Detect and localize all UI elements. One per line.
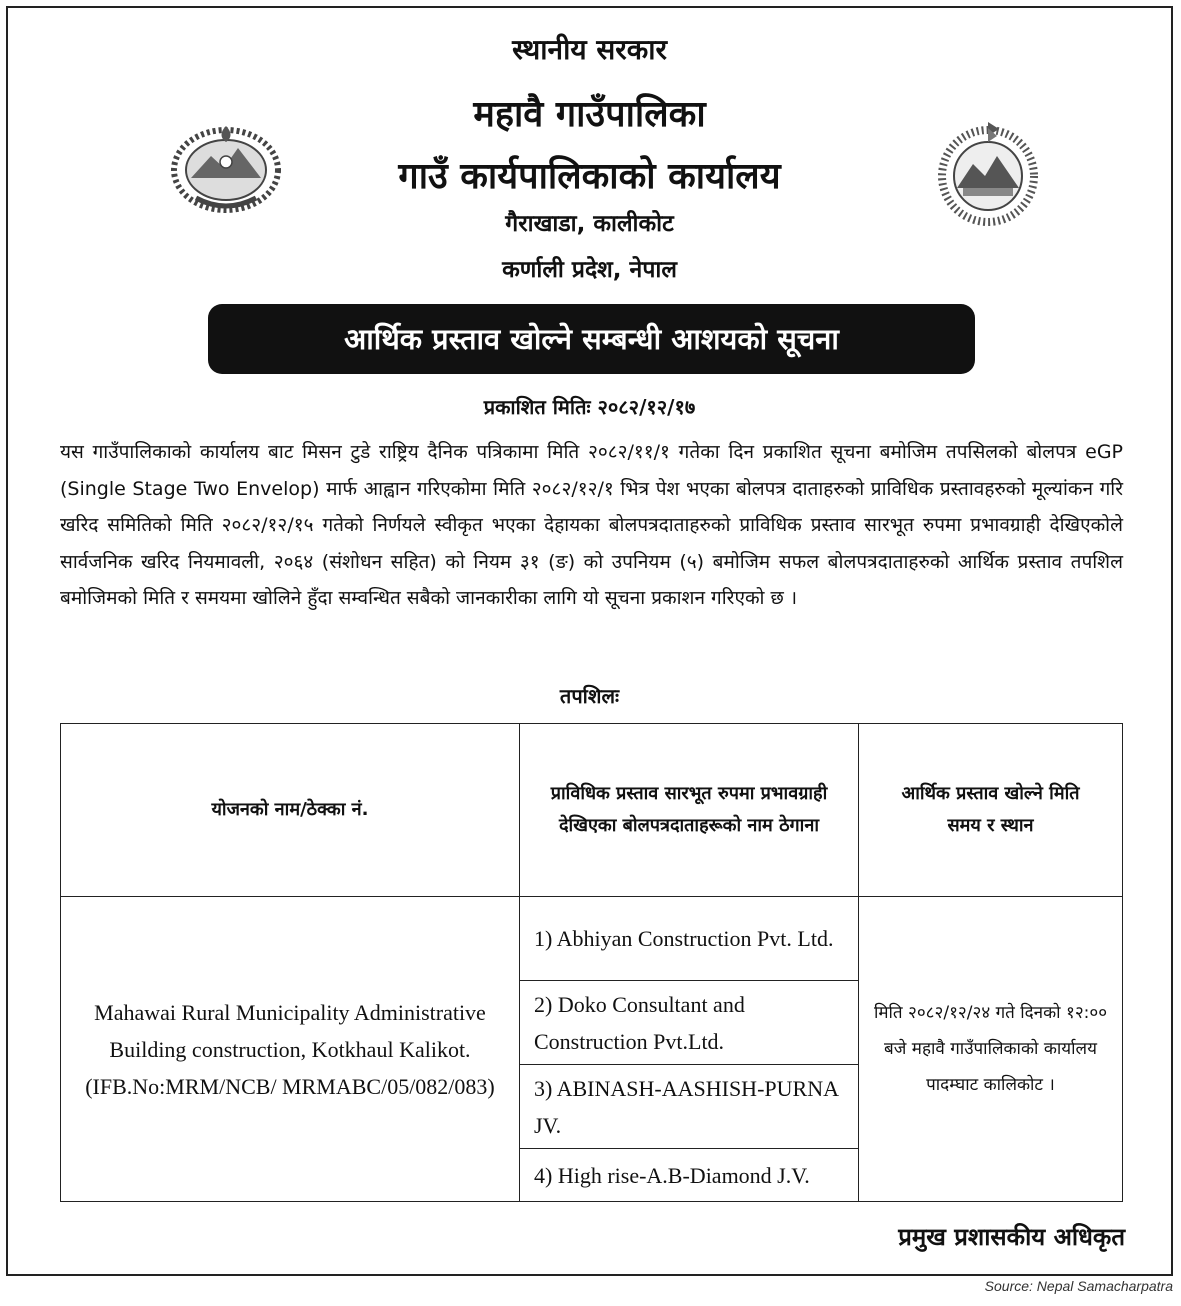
- table-row: [61, 897, 1123, 1202]
- letterhead: [8, 8, 1171, 298]
- header-bidders: प्राविधिक प्रस्ताव सारभूत रुपमा प्रभावग्राही देखिएका बोलपत्रदाताहरूको नाम ठेगाना: [520, 724, 859, 897]
- schedule-label: तपशिलः: [559, 684, 620, 708]
- header-project: योजनको नाम/ठेक्का नं.: [61, 724, 520, 897]
- bidders-cell: [520, 897, 859, 1202]
- project-name-cell: Mahawai Rural Municipality Administrative Building construction, Kotkhaul Kalikot. (IFB.No:MRM/NCB/ MRMABC/05/082/083): [61, 897, 520, 1202]
- notice-title-banner: आर्थिक प्रस्ताव खोल्ने सम्बन्धी आशयको सूचना: [208, 304, 975, 374]
- notice-page: [6, 6, 1173, 1276]
- municipality-emblem-icon: [933, 118, 1043, 228]
- header-line-province: कर्णाली प्रदेश, नेपाल: [502, 257, 677, 283]
- table-header-row: [61, 724, 1123, 897]
- published-date: प्रकाशित मितिः २०८२/१२/१७: [483, 395, 696, 419]
- notice-body: यस गाउँपालिकाको कार्यालय बाट मिसन टुडे राष्ट्रिय दैनिक पत्रिकामा मिति २०८२/११/१ गतेका दिन प्रकाशित सूचना बमोजिम तपसिलको बोलपत्र eGP (Single Stage Two Envelop) मार्फ आह्वान गरिएकोमा मिति २०८२/१२/१ भित्र पेश भएका बोलपत्र दाताहरुको प्राविधिक प्रस्तावहरुको मूल्यांकन गरि खरिद समितिको मिति २०८२/१२/१५ गतेको निर्णयले स्वीकृत भएका देहायका बोलपत्रदाताहरुको प्राविधिक प्रस्ताव सारभूत रुपमा प्रभावग्राही देखिएकोले सार्वजनिक खरिद नियमावली, २०६४ (संशोधन सहित) को नियम ३१ (ङ) को उपनियम (५) बमोजिम सफल बोलपत्रदाताहरुको आर्थिक प्रस्ताव तपशिल बमोजिमको मिति र समयमा खोलिने हुँदा सम्वन्धित सबैको जानकारीका लागि यो सूचना प्रकाशन गरिएको छ ।: [60, 441, 1123, 610]
- list-item: 1) Abhiyan Construction Pvt. Ltd.: [520, 897, 858, 981]
- schedule-table: [60, 723, 1123, 1202]
- header-line-municipality: महावै गाउँपालिका: [473, 94, 706, 135]
- bidder-list: [520, 897, 858, 1201]
- nepal-government-emblem-icon: [166, 118, 286, 218]
- opening-details-cell: मिति २०८२/१२/२४ गते दिनको १२:०० बजे महावै गाउँपालिकाको कार्यालय पादम्घाट कालिकोट ।: [859, 897, 1123, 1202]
- source-credit: Source: Nepal Samacharpatra: [984, 1278, 1173, 1294]
- list-item: 3) ABINASH-AASHISH-PURNA JV.: [520, 1065, 858, 1149]
- header-line-address: गैराखाडा, कालीकोट: [505, 211, 674, 237]
- signatory-title: प्रमुख प्रशासकीय अधिकृत: [898, 1223, 1125, 1251]
- list-item: 2) Doko Consultant and Construction Pvt.Ltd.: [520, 981, 858, 1065]
- list-item: 4) High rise-A.B-Diamond J.V.: [534, 1162, 810, 1188]
- header-opening: आर्थिक प्रस्ताव खोल्ने मिति समय र स्थान: [859, 724, 1123, 897]
- header-line-local-government: स्थानीय सरकार: [512, 33, 667, 66]
- header-line-office: गाउँ कार्यपालिकाको कार्यालय: [398, 156, 781, 197]
